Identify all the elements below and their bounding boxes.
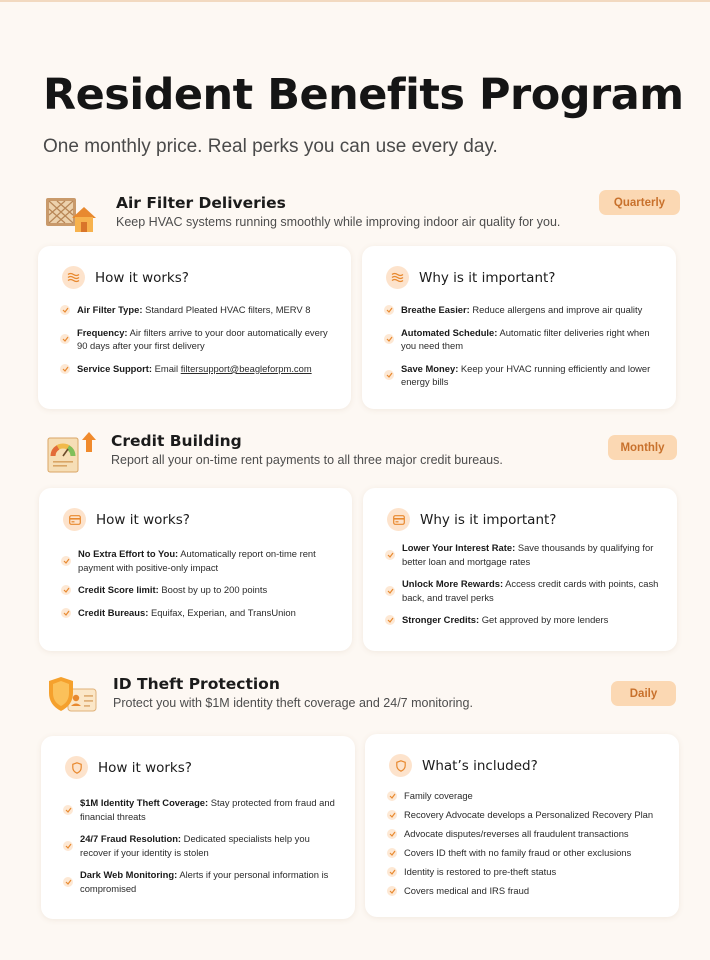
section-title: Credit Building <box>111 432 242 450</box>
section-description: Protect you with $1M identity theft coverage and 24/7 monitoring. <box>113 696 473 710</box>
list-item: Covers medical and IRS fraud <box>387 884 669 898</box>
check-icon <box>63 877 73 887</box>
card-title: Why is it important? <box>419 269 556 286</box>
check-icon <box>63 841 73 851</box>
list-item: Credit Score limit: Boost by up to 200 points <box>61 583 336 597</box>
list-item: Covers ID theft with no family fraud or other exclusions <box>387 846 669 860</box>
list-item: No Extra Effort to You: Automatically report on-time rent payment with positive-only impact <box>61 547 336 574</box>
list-item: Family coverage <box>387 789 669 803</box>
list-item: Recovery Advocate develops a Personalized Recovery Plan <box>387 808 669 822</box>
how-it-works-card <box>41 736 355 919</box>
list-item: Automated Schedule: Automatic filter deliveries right when you need them <box>384 326 660 353</box>
air-filter-house-icon <box>44 192 100 240</box>
check-icon <box>60 364 70 374</box>
card-title: How it works? <box>96 511 190 528</box>
check-icon <box>385 586 395 596</box>
check-icon <box>387 791 397 801</box>
frequency-badge: Monthly <box>608 435 677 460</box>
check-icon <box>384 334 394 344</box>
how-it-works-card <box>38 246 351 409</box>
list-item: Breathe Easier: Reduce allergens and improve air quality <box>384 303 660 317</box>
list-item: Dark Web Monitoring: Alerts if your personal information is compromised <box>63 868 339 895</box>
check-icon <box>385 550 395 560</box>
list-item: Save Money: Keep your HVAC running efficiently and lower energy bills <box>384 362 660 389</box>
card-title: Why is it important? <box>420 511 557 528</box>
airflow-icon <box>386 266 409 289</box>
why-important-card <box>363 488 677 651</box>
list-item: Unlock More Rewards: Access credit cards with points, cash back, and travel perks <box>385 577 661 604</box>
credit-card-icon <box>63 508 86 531</box>
check-icon <box>384 305 394 315</box>
list-item: Lower Your Interest Rate: Save thousands by qualifying for better loan and mortgage rates <box>385 541 661 568</box>
card-title: What’s included? <box>422 757 538 774</box>
check-icon <box>60 305 70 315</box>
list-item: Stronger Credits: Get approved by more lenders <box>385 613 661 627</box>
card-title: How it works? <box>95 269 189 286</box>
why-important-card <box>362 246 676 409</box>
check-icon <box>61 556 71 566</box>
section-description: Report all your on-time rent payments to all three major credit bureaus. <box>111 453 503 467</box>
section-title: Air Filter Deliveries <box>116 194 286 212</box>
frequency-badge: Quarterly <box>599 190 680 215</box>
check-icon <box>60 334 70 344</box>
credit-gauge-icon <box>44 428 100 476</box>
list-item: 24/7 Fraud Resolution: Dedicated specialists help you recover if your identity is stolen <box>63 832 339 859</box>
card-title: How it works? <box>98 759 192 776</box>
section-description: Keep HVAC systems running smoothly while improving indoor air quality for you. <box>116 215 561 229</box>
shield-id-card-icon <box>46 675 102 723</box>
whats-included-card <box>365 734 679 917</box>
how-it-works-card <box>39 488 352 651</box>
shield-icon <box>389 754 412 777</box>
page-subtitle: One monthly price. Real perks you can use every day. <box>43 136 498 157</box>
check-icon <box>385 615 395 625</box>
list-item: $1M Identity Theft Coverage: Stay protected from fraud and financial threats <box>63 796 339 823</box>
list-item: Service Support: Email filtersupport@beagleforpm.com <box>60 362 335 376</box>
list-item: Frequency: Air filters arrive to your door automatically every 90 days after your first delivery <box>60 326 335 353</box>
check-icon <box>387 867 397 877</box>
shield-icon <box>65 756 88 779</box>
check-icon <box>61 585 71 595</box>
list-item: Air Filter Type: Standard Pleated HVAC filters, MERV 8 <box>60 303 335 317</box>
airflow-icon <box>62 266 85 289</box>
check-icon <box>387 829 397 839</box>
check-icon <box>384 370 394 380</box>
check-icon <box>61 608 71 618</box>
page-title: Resident Benefits Program <box>43 70 684 120</box>
check-icon <box>387 810 397 820</box>
section-title: ID Theft Protection <box>113 675 280 693</box>
support-email-link[interactable]: filtersupport@beagleforpm.com <box>180 362 312 374</box>
list-item: Advocate disputes/reverses all fraudulent transactions <box>387 827 669 841</box>
credit-card-icon <box>387 508 410 531</box>
list-item: Identity is restored to pre-theft status <box>387 865 669 879</box>
top-border <box>0 0 710 2</box>
list-item: Credit Bureaus: Equifax, Experian, and TransUnion <box>61 606 336 620</box>
check-icon <box>387 886 397 896</box>
check-icon <box>387 848 397 858</box>
frequency-badge: Daily <box>611 681 676 706</box>
check-icon <box>63 805 73 815</box>
